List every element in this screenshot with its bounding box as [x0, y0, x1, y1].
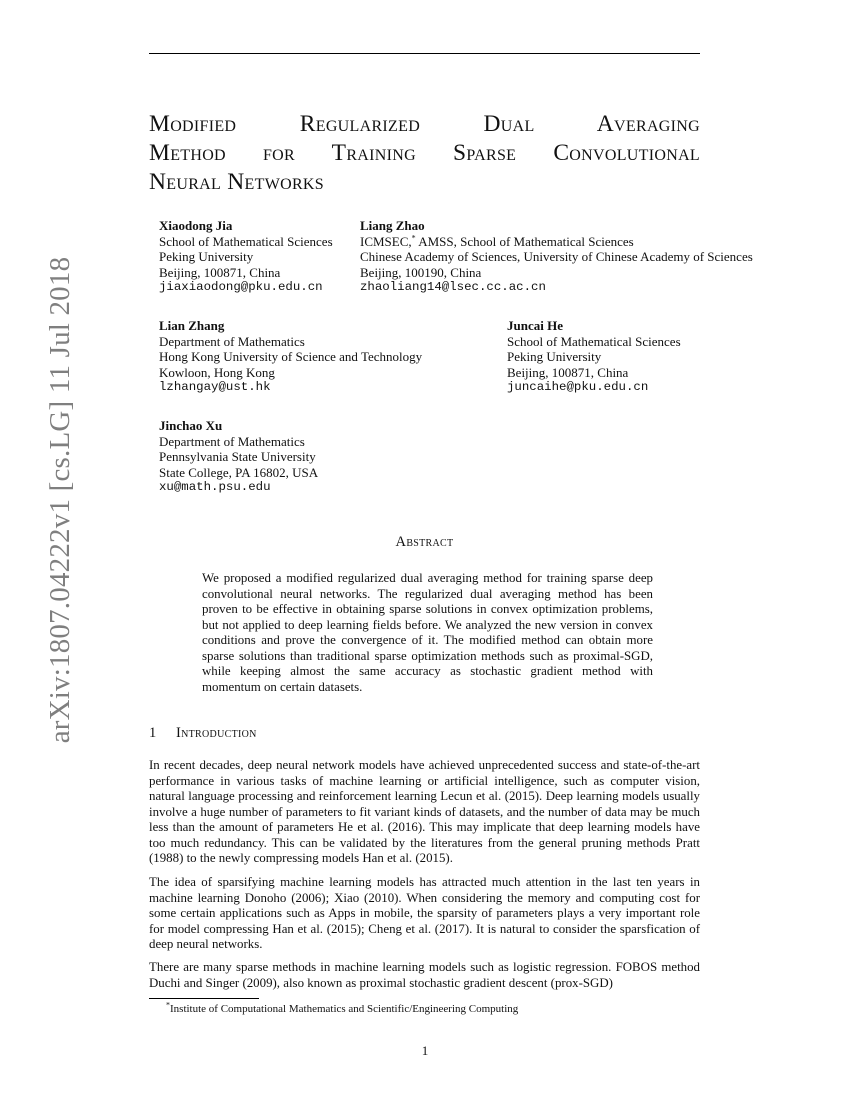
author-affiliation: ICMSEC,* AMSS, School of Mathematical Sciences	[360, 233, 634, 249]
section-title: Introduction	[176, 725, 257, 741]
title-line-3: Neural Networks	[149, 169, 324, 195]
title-line-2: Method for Training Sparse Convolutional	[149, 140, 700, 166]
footnote-text: Institute of Computational Mathematics and Scientific/Engineering Computing	[170, 1003, 519, 1015]
author-name: Juncai He	[507, 318, 563, 333]
author-block-jia	[159, 218, 333, 296]
footnote-marker[interactable]: *	[411, 233, 416, 243]
author-affiliation: Chinese Academy of Sciences, University of Chinese Academy of Sciences	[360, 249, 753, 265]
author-name: Lian Zhang	[159, 318, 225, 333]
footnote-mark: *	[166, 1000, 170, 1010]
section-number: 1	[149, 725, 157, 741]
author-affiliation: Department of Mathematics	[159, 433, 305, 449]
body-paragraph-2: The idea of sparsifying machine learning models has attracted much attention in the last ten years in machine learning Donoho (2006); Xiao (2010). When considering the memory and computing cost for some certain applications such as Apps in mobile, the sparsity of parameters plays a very important role for model compressing Han et al. (2015); Cheng et al. (2017). It is natural to consider the sparsfication of deep neural networks.	[149, 875, 700, 951]
top-rule	[149, 53, 700, 54]
author-block-he	[507, 318, 681, 396]
author-affiliation: Department of Mathematics	[159, 333, 305, 349]
author-block-zhao	[360, 218, 753, 296]
author-block-zhang	[159, 318, 422, 396]
arxiv-sidebar-stamp: arXiv:1807.04222v1 [cs.LG] 11 Jul 2018	[44, 256, 76, 744]
footnote	[166, 1000, 519, 1015]
author-name: Xiaodong Jia	[159, 218, 233, 233]
page-number: 1	[421, 1043, 429, 1058]
section-heading-introduction	[149, 725, 257, 742]
author-affiliation: Peking University	[159, 249, 254, 265]
author-affiliation: Pennsylvania State University	[159, 449, 316, 465]
author-block-xu	[159, 418, 318, 496]
author-affiliation: State College, PA 16802, USA	[159, 464, 319, 480]
body-paragraph-1: In recent decades, deep neural network models have achieved unprecedented success and state-of-the-art performance in various tasks of machine learning or artificial intelligence, such as computer vision, natural language processing and reinforcement learning Lecun et al. (2015). Deep learning models usually involve a huge number of parameters to fit variant kinds of datasets, and the number of data may be much less than the amount of parameters He et al. (2016). This may implicate that deep learning models have too much redundancy. This can be validated by the literatures from the general pruning methods Pratt (1988) to the newly compressing models Han et al. (2015).	[149, 758, 700, 865]
author-affiliation: Kowloon, Hong Kong	[159, 364, 275, 380]
footnote-rule	[149, 998, 259, 999]
author-email[interactable]: lzhangay@ust.hk	[159, 380, 271, 395]
author-email[interactable]: juncaihe@pku.edu.cn	[507, 380, 649, 395]
author-affiliation: Hong Kong University of Science and Technology	[159, 349, 423, 365]
author-email[interactable]: jiaxiaodong@pku.edu.cn	[159, 280, 323, 295]
author-affiliation: School of Mathematical Sciences	[159, 233, 333, 249]
author-name: Liang Zhao	[360, 218, 425, 233]
author-affiliation: School of Mathematical Sciences	[507, 333, 681, 349]
author-affiliation: Beijing, 100871, China	[159, 264, 281, 280]
paper-title	[149, 110, 700, 197]
abstract-body: We proposed a modified regularized dual averaging method for training sparse deep convolutional neural networks. The regularized dual averaging method has been proven to be effective in obtaining sparse solutions in convex optimization problems, but not applied to deep learning fields before. We analyzed the new version in convex conditions and prove the convergence of it. The modified method can obtain more sparse solutions than traditional sparse optimization methods such as proximal-SGD, while keeping almost the same accuracy as stochastic gradient method with momentum on certain datasets.	[202, 571, 653, 694]
author-email[interactable]: xu@math.psu.edu	[159, 480, 271, 495]
author-affiliation: Beijing, 100871, China	[507, 364, 629, 380]
author-affiliation: Peking University	[507, 349, 602, 365]
author-name: Jinchao Xu	[159, 418, 223, 433]
body-paragraph-3: There are many sparse methods in machine learning models such as logistic regression. FOBOS method Duchi and Singer (2009), also known as proximal stochastic gradient descent (prox-SGD)	[149, 960, 700, 990]
author-affiliation: Beijing, 100190, China	[360, 264, 482, 280]
abstract-heading: Abstract	[395, 534, 454, 550]
title-line-1: Modified Regularized Dual Averaging	[149, 111, 700, 137]
author-email[interactable]: zhaoliang14@lsec.cc.ac.cn	[360, 280, 546, 295]
